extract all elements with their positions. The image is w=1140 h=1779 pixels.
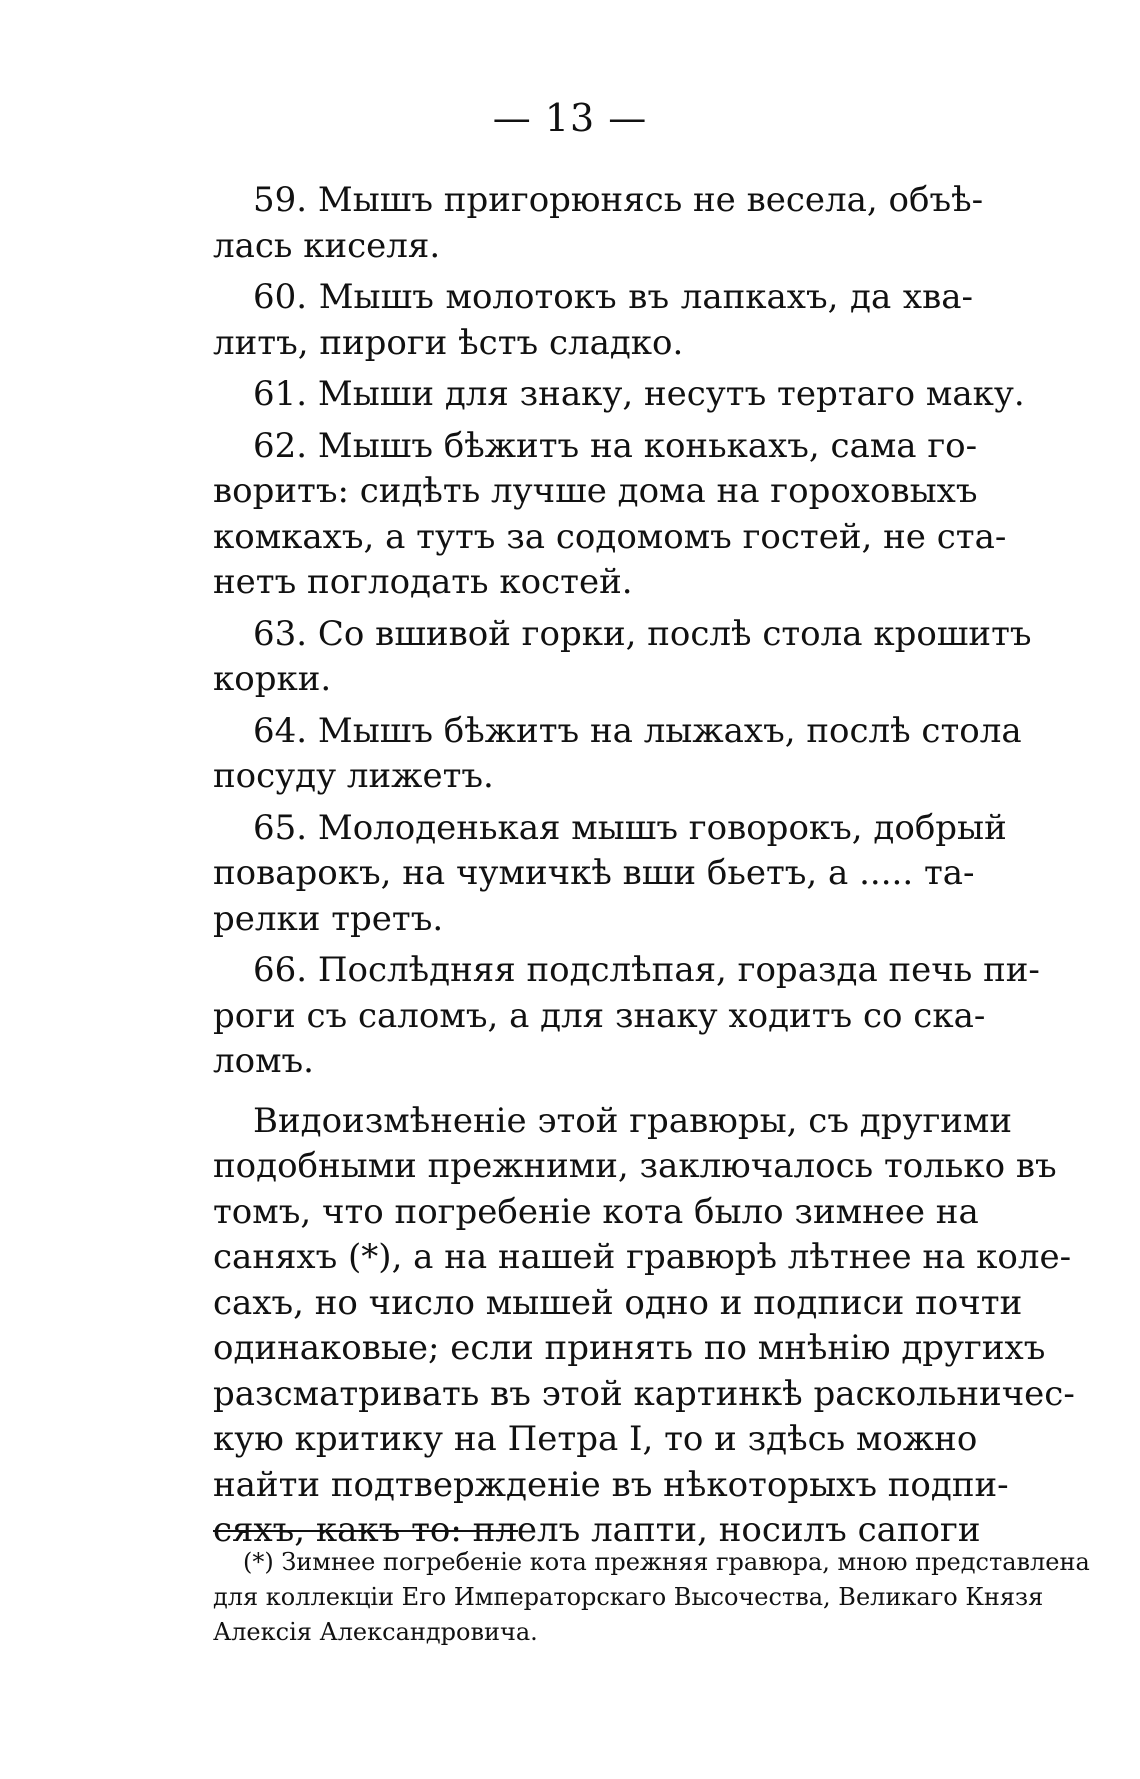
text-line: 66. Послѣдняя подслѣпая, горазда печь пи- (253, 950, 1040, 990)
text-line: подобными прежними, заключалось только въ (213, 1146, 1057, 1186)
page-number: — 13 — (492, 96, 648, 140)
text-line: сахъ, но число мышей одно и подписи почти (213, 1282, 1023, 1323)
text-line: 61. Мыши для знаку, несутъ тертаго маку. (253, 374, 1025, 414)
text-line: релки третъ. (213, 898, 444, 939)
text-line: посуду лижетъ. (213, 756, 494, 796)
text-line: 65. Молоденькая мышъ говорокъ, добрый (253, 807, 1007, 848)
text-line: 62. Мышъ бѣжитъ на конькахъ, сама го- (253, 425, 978, 466)
text-line: Видоизмѣненіе этой гравюры, съ другими (253, 1100, 1013, 1141)
text-line: 59. Мышъ пригорюнясь не весела, объѣ- (253, 180, 984, 220)
text-line: одинаковые; если принять по мнѣнію другихъ (213, 1328, 1046, 1368)
text-line: саняхъ (*), а на нашей гравюрѣ лѣтнее на коле- (213, 1237, 1072, 1277)
text-line: кую критику на Петра I, то и здѣсь можно (213, 1419, 978, 1459)
footnote-line: Алексія Александровича. (213, 1618, 538, 1646)
text-line: воритъ: сидѣть лучше дома на гороховыхъ (213, 471, 978, 511)
text-line: поварокъ, на чумичкѣ вши бьетъ, а ..... та- (213, 853, 975, 893)
text-line: роги съ саломъ, а для знаку ходитъ со ска- (213, 995, 986, 1036)
text-line: разсматривать въ этой картинкѣ раскольничес- (213, 1373, 1075, 1414)
text-line: ломъ. (213, 1041, 314, 1081)
footnote-divider (213, 1530, 518, 1532)
text-line: корки. (213, 659, 332, 699)
text-line: 63. Со вшивой горки, послѣ стола крошитъ (253, 613, 1032, 654)
text-line: сяхъ, какъ то: плелъ лапти, носилъ сапоги (213, 1510, 981, 1550)
footnote (213, 1545, 1090, 1650)
footnote-line: для коллекціи Его Императорскаго Высочества, Великаго Князя (213, 1583, 1044, 1611)
text-line: 60. Мышъ молотокъ въ лапкахъ, да хва- (253, 277, 973, 317)
text-line: 64. Мышъ бѣжитъ на лыжахъ, послѣ стола (253, 710, 1022, 751)
text-line: литъ, пироги ѣстъ сладко. (213, 322, 684, 363)
text-line: нетъ поглодать костей. (213, 562, 633, 602)
footnote-line: (*) Зимнее погребеніе кота прежняя гравюра, мною представлена (243, 1548, 1090, 1576)
main-text (213, 178, 1075, 1554)
text-line: найти подтвержденіе въ нѣкоторыхъ подпи- (213, 1464, 1009, 1505)
text-line: лась киселя. (213, 225, 441, 266)
text-line: томъ, что погребеніе кота было зимнее на (213, 1191, 979, 1232)
text-line: комкахъ, а тутъ за содомомъ гостей, не ста- (213, 516, 1007, 557)
